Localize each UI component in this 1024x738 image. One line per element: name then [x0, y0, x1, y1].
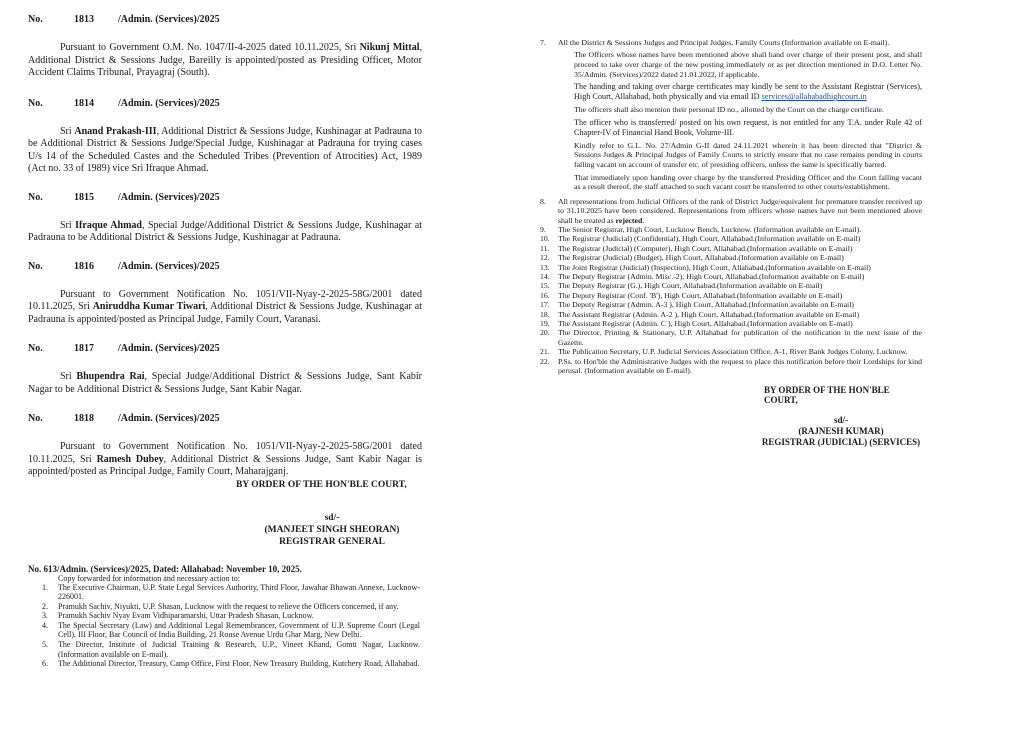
order-text: Pursuant to Government O.M. No. 1047/II-4-2025 dated 10.11.2025, Sri Nikunj Mittal, Additional District & Sessions Judge, Bareilly is appointed/posted as Presiding Officer, Motor Accident Claims Tribunal, Prayagraj (South).: [28, 42, 422, 78]
list-item: 18. The Assistant Registrar (Admin. A-2 ), High Court, Allahabad.(Information available on E-mail): [540, 309, 860, 319]
list-item: 1. The Executive Chairman, U.P. State Legal Services Authority, Third Floor, Jawahar Bhawan Annexe, Lucknow-226001.: [42, 582, 420, 602]
order-text: Sri Bhupendra Rai, Special Judge/Additional District & Sessions Judge, Sant Kabir Nagar to be Additional District & Sessions Judge, Sant Kabir Nagar.: [28, 371, 423, 395]
sd-mark: sd/-: [324, 512, 340, 523]
order-heading: No. 1813 /Admin. (Services)/2025: [28, 14, 220, 25]
order-text: Sri Anand Prakash-III, Additional District & Sessions Judge, Kushinagar at Padrauna to be Additional District & Sessions Judge/Special Judge, Kushinagar at Padrauna for trying cases U/s 14 of the Scheduled Castes and the Scheduled Tribes (Prevention of Atrocities) Act, 1989 (Act no. 33 of 1989) vice Sri Ifraque Ahmad.: [28, 125, 422, 174]
email-link[interactable]: services@allahabadhighcourt.in: [761, 92, 867, 102]
list-item: 21. The Publication Secretary, U.P. Judicial Services Association Office, A-1, River Bank Judges Colony, Lucknow.: [540, 347, 908, 357]
note-gl: Kindly refer to G.L. No. 27/Admin G-II dated 24.11.2021 wherein it has been directed that "District & Sessions Judges & Principal Judges of Family Courts to strictly ensure that no case remains pending in courts falling vacant on account of transfer etc. of presiding officers, unless the same is specifically barred.: [574, 140, 922, 169]
order-text: Pursuant to Government Notification No. 1051/VII-Nyay-2-2025-58G/2001 dated 10.11.2025, Sri Ramesh Dubey, Additional District & Sessions Judge, Sant Kabir Nagar is appointed/posted as Principal Judge, Family Court, Maharajganj.: [28, 441, 422, 477]
order-1817: [28, 343, 422, 396]
list-item: 9. The Senior Registrar, High Court, Lucknow Bench, Lucknow. (Information available on E-mail).: [540, 224, 862, 234]
note-certificates: The handing and taking over charge certificates may kindly be sent to the Assistant Registrar (Services), High Court, Allahabad, both physically and via email ID services@allahabadhighcourt.in: [574, 82, 922, 102]
left-by-order: BY ORDER OF THE HON'BLE COURT,: [236, 479, 407, 490]
signatory-name: (MANJEET SINGH SHEORAN): [264, 524, 400, 535]
list-item: 15. The Deputy Registrar (G.), High Court, Allahabad.(Information available on E-mail): [540, 281, 823, 291]
list-item: 13. The Joint Registrar (Judicial) (Inspection), High Court, Allahabad.(Information available on E-mail): [540, 262, 871, 272]
signatory-title: REGISTRAR GENERAL: [279, 536, 385, 547]
left-column: [28, 14, 422, 669]
order-heading: No. 1818 /Admin. (Services)/2025: [28, 413, 220, 424]
right-signature-block: [746, 415, 936, 448]
signatory-title: REGISTRAR (JUDICIAL) (SERVICES): [761, 437, 921, 448]
distribution-list: [540, 38, 922, 375]
order-1813: [28, 14, 422, 80]
order-heading: No. 1815 /Admin. (Services)/2025: [28, 191, 220, 203]
note-hand-over: The Officers whose names have been mentioned above shall hand over charge of their present post, and shall proceed to take over charge of the new posting immediately or as per direction mentioned in D.O. Letter No. 35/Admin. (Services)/2022 dated 21.01.2022, if applicable.: [574, 50, 922, 79]
list-item-7: 7. All the District & Sessions Judges and Principal Judges, Family Courts (Information available on E-mail). The Officers whose names have been mentioned above shall hand over charge of their present post, and shall proceed to take over charge of the new posting immediately or as per direction mentioned in D.O. Letter No. 35/Admin. (Services)/2022 dated 21.01.2022, if applicable. The handing and taking over charge certificates may kindly be sent to the Assistant Registrar (Services), High Court, Allahabad, both physically and via email ID services@allahabadhighcourt.in The officers shall also mention their personal ID no., allotted by the Court on the charge certificate. The officer who is transferred/ posted on his own request, is not entitled for any T.A. under Rule 42 of Chapter-IV of Financial Hand Book, Volume-III. Kindly refer to G.L. No. 27/Admin G-II dated 24.11.2021 wherein it has been directed that "District & Sessions Judges & Principal Judges of Family Courts to strictly ensure that no case remains pending in courts falling vacant on account of transfer etc. of presiding officers, unless the same is specifically barred. That immediately upon handing over charge by the transferred Presiding Officer and the Court falling vacant as a result thereof, the staff attached to such vacant court be transferred to other courts/establishment.: [540, 38, 922, 192]
order-1816: [28, 261, 422, 327]
right-by-order: BY ORDER OF THE HON'BLE COURT,: [764, 385, 890, 406]
memo-number: No. 613/Admin. (Services)/2025, Dated: Allahabad: November 10, 2025.: [28, 563, 302, 574]
list-item: 22. P.Ss. to Hon'ble the Administrative Judges with the request to place this notification before their Lordships for kind perusal. (Information available on E-mail).: [540, 356, 922, 376]
signatory-name: (RAJNESH KUMAR): [798, 426, 884, 437]
list-item: 14. The Deputy Registrar (Admin. Misc.-2), High Court, Allahabad.(Information available on E-mail): [540, 272, 865, 281]
order-1818: [28, 413, 422, 479]
order-text: Pursuant to Government Notification No. 1051/VII-Nyay-2-2025-58G/2001 dated 10.11.2025, Sri Aniruddha Kumar Tiwari, Additional District & Sessions Judge, Kushinagar at Padrauna is appointed/posted as Principal Judge, Family Court, Varanasi.: [28, 288, 423, 325]
order-heading: No. 1816 /Admin. (Services)/2025: [28, 260, 220, 272]
note-staff: That immediately upon handing over charge by the transferred Presiding Officer and the Court falling vacant as a result thereof, the staff attached to such vacant court be transferred to other courts/establishment.: [574, 172, 922, 192]
note-personal-id: The officers shall also mention their personal ID no., allotted by the Court on the charge certificate.: [574, 105, 884, 115]
copy-list: [28, 583, 420, 669]
left-signature-block: [246, 512, 418, 548]
list-item: 20. The Director, Printing & Stationary, U.P. Allahabad for publication of the notification in the next issue of the Gazette.: [540, 328, 922, 347]
order-1814: [28, 98, 422, 176]
list-item: 2. Pramukh Sachiv, Niyukti, U.P. Shasan, Lucknow with the request to relieve the Officers concerned, if any.: [42, 601, 399, 611]
list-item: 3. Pramukh Sachiv Nyay Evam Vidhiparamarshi, Uttar Pradesh Shasan, Lucknow.: [42, 611, 314, 621]
memo-intro: Copy forwarded for information and necessary action to:: [58, 573, 240, 583]
list-item: 10. The Registrar (Judicial) (Confidential), High Court, Allahabad.(Information available on E-mail): [540, 234, 861, 244]
list-item-8: 8. All representations from Judicial Officers of the rank of District Judge/equivalent for premature transfer received up to 31.10.2025 have been considered. Representations from officers whose names have not been mentioned above shall be treated as rejected.: [540, 196, 922, 225]
list-item: 17. The Deputy Registrar (Admin. A-3 ), High Court, Allahabad.(Information available on E-mail): [540, 300, 854, 310]
order-heading: No. 1814 /Admin. (Services)/2025: [28, 97, 220, 109]
list-item: 11. The Registrar (Judicial) (Computer), High Court, Allahabad.(Information available on E-mail): [540, 243, 853, 253]
list-item: 12. The Registrar (Judicial) (Budget), High Court, Allahabad.(Information available on E-mail): [540, 253, 844, 263]
list-item: 16. The Deputy Registrar (Conf. 'B'), High Court, Allahabad.(Information available on E-mail): [540, 290, 843, 300]
sd-mark: sd/-: [833, 415, 848, 426]
order-1815: [28, 192, 422, 245]
order-text: Sri Ifraque Ahmad, Special Judge/Additional District & Sessions Judge, Kushinagar at Padrauna to be Additional District & Sessions Judge, Kushinagar at Padrauna.: [28, 219, 422, 243]
right-column: [540, 38, 922, 448]
list-item: 5. The Director, Institute of Judicial Training & Research, U.P., Vineet Khand, Gomti Nagar, Lucknow. (Information available on E-mail).: [42, 640, 420, 659]
list-item: 4. The Special Secretary (Law) and Additional Legal Remembrancer, Government of U.P. Supreme Court (Legal Cell), III Floor, Bar Council of India Building, 21 Rouse Avenue Urdu Ghar Marg, New Delhi.: [42, 620, 420, 640]
order-heading: No. 1817 /Admin. (Services)/2025: [28, 343, 220, 354]
list-item: 19. The Assistant Registrar (Admin. C ), High Court, Allahabad.(Information available on E-mail): [540, 319, 853, 329]
note-ta: The officer who is transferred/ posted on his own request, is not entitled for any T.A. under Rule 42 of Chapter-IV of Financial Hand Book, Volume-III.: [574, 117, 922, 137]
list-item: 6. The Additional Director, Treasury, Camp Office, First Floor, New Treasury Building, Kutchery Road, Allahabad.: [42, 659, 420, 669]
